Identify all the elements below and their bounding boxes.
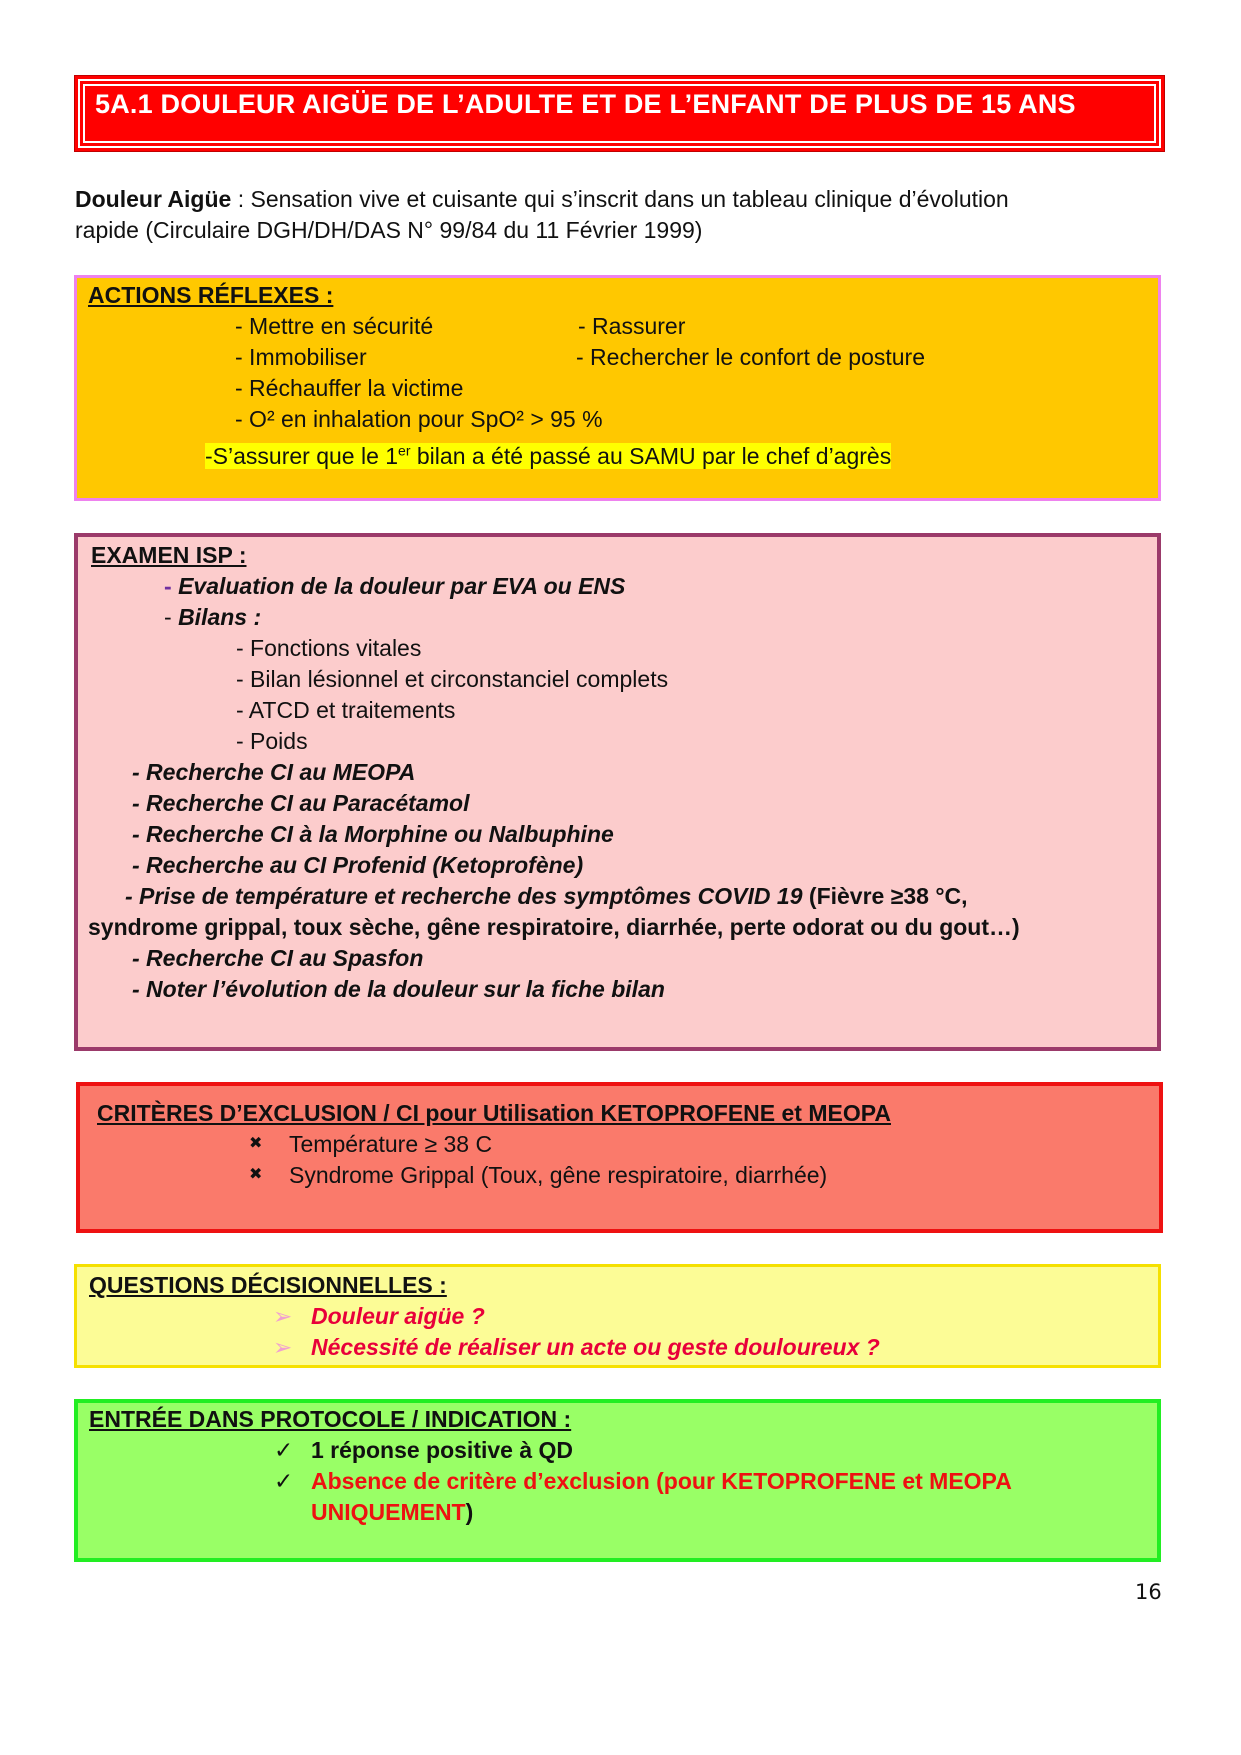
question-item: Douleur aigüe ?	[311, 1303, 485, 1329]
critere-item: Température ≥ 38 C	[289, 1131, 493, 1157]
entree-item-exclusion-line1: Absence de critère d’exclusion (pour KETOPROFENE et MEOPA	[311, 1468, 1012, 1494]
title-banner	[74, 75, 1165, 152]
criteres-exclusion-box	[76, 1082, 1163, 1233]
samu-bilan-highlight	[205, 443, 891, 469]
page-number: 16	[1135, 1580, 1162, 1604]
ci-item: - Recherche CI à la Morphine ou Nalbuphine	[132, 821, 614, 847]
actions-heading: ACTIONS RÉFLEXES :	[88, 282, 334, 308]
ci-item: - Recherche au CI Profenid (Ketoprofène)	[132, 852, 584, 878]
definition-paragraph	[75, 184, 1155, 246]
entree-item-exclusion-line2	[311, 1498, 473, 1526]
questions-heading: QUESTIONS DÉCISIONNELLES :	[89, 1272, 447, 1298]
bilans-dash: -	[164, 604, 179, 630]
check-icon: ✓	[274, 1437, 294, 1463]
ci-item: - Recherche CI au Paracétamol	[132, 790, 470, 816]
examen-heading: EXAMEN ISP :	[91, 542, 247, 568]
action-item: - Rechercher le confort de posture	[576, 344, 926, 370]
questions-decisionnelles-box	[74, 1264, 1161, 1368]
entree-protocole-box	[74, 1399, 1161, 1562]
actions-reflexes-box	[74, 275, 1161, 501]
arrow-bullet-icon: ➢	[273, 1334, 293, 1360]
definition-separator: :	[231, 186, 251, 212]
definition-text-line1: Sensation vive et cuisante qui s’inscrit dans un tableau clinique d’évolution	[250, 186, 1009, 212]
question-item: Nécessité de réaliser un acte ou geste douloureux ?	[311, 1334, 880, 1360]
action-item: - Immobiliser	[235, 344, 367, 370]
final-item: - Recherche CI au Spasfon	[132, 945, 424, 971]
action-item: - Rassurer	[578, 313, 686, 339]
samu-bilan-line	[205, 436, 891, 470]
closing-paren: )	[465, 1499, 474, 1525]
covid-line2: syndrome grippal, toux sèche, gêne respiratoire, diarrhée, perte odorat ou du gout…)	[88, 914, 1020, 940]
covid-paren: (Fièvre ≥38 °C,	[802, 883, 968, 909]
covid-italic: - Prise de température et recherche des symptômes COVID 19	[125, 883, 803, 909]
samu-text-after: bilan a été passé au SAMU par le chef d’agrès	[410, 442, 892, 469]
cross-icon: ✖	[249, 1135, 263, 1152]
critere-item: Syndrome Grippal (Toux, gêne respiratoire, diarrhée)	[289, 1162, 828, 1188]
bilan-item: - ATCD et traitements	[236, 697, 456, 723]
bilan-item: - Poids	[236, 728, 308, 754]
arrow-bullet-icon: ➢	[273, 1303, 293, 1329]
eva-dash: -	[164, 573, 179, 599]
covid-line1	[125, 882, 968, 910]
entree-item-qd: 1 réponse positive à QD	[311, 1437, 574, 1463]
action-item: - Réchauffer la victime	[235, 375, 464, 401]
entree-heading: ENTRÉE DANS PROTOCOLE / INDICATION :	[89, 1406, 572, 1432]
samu-text-before: -S’assurer que le 1	[205, 442, 399, 469]
final-item: - Noter l’évolution de la douleur sur la fiche bilan	[132, 976, 665, 1002]
bilans-text: Bilans :	[178, 604, 262, 630]
definition-term: Douleur Aigüe	[75, 186, 232, 212]
page-title: 5A.1 DOULEUR AIGÜE DE L’ADULTE ET DE L’ENFANT DE PLUS DE 15 ANS	[95, 89, 1076, 119]
action-item: - Mettre en sécurité	[235, 313, 434, 339]
eva-item	[164, 572, 625, 600]
ci-item: - Recherche CI au MEOPA	[132, 759, 416, 785]
bilan-item: - Fonctions vitales	[236, 635, 422, 661]
criteres-heading: CRITÈRES D’EXCLUSION / CI pour Utilisation KETOPROFENE et MEOPA	[97, 1100, 891, 1126]
bilan-item: - Bilan lésionnel et circonstanciel complets	[236, 666, 669, 692]
samu-superscript: er	[398, 442, 411, 458]
action-item: - O² en inhalation pour SpO² > 95 %	[235, 406, 603, 432]
cross-icon: ✖	[249, 1166, 263, 1183]
eva-text: Evaluation de la douleur par EVA ou ENS	[178, 573, 626, 599]
bilans-item	[164, 603, 261, 631]
uniquement-text: UNIQUEMENT	[311, 1499, 466, 1525]
examen-isp-box	[74, 533, 1161, 1051]
definition-text-line2: rapide (Circulaire DGH/DH/DAS N° 99/84 du 11 Février 1999)	[75, 217, 703, 243]
check-icon: ✓	[274, 1468, 294, 1494]
